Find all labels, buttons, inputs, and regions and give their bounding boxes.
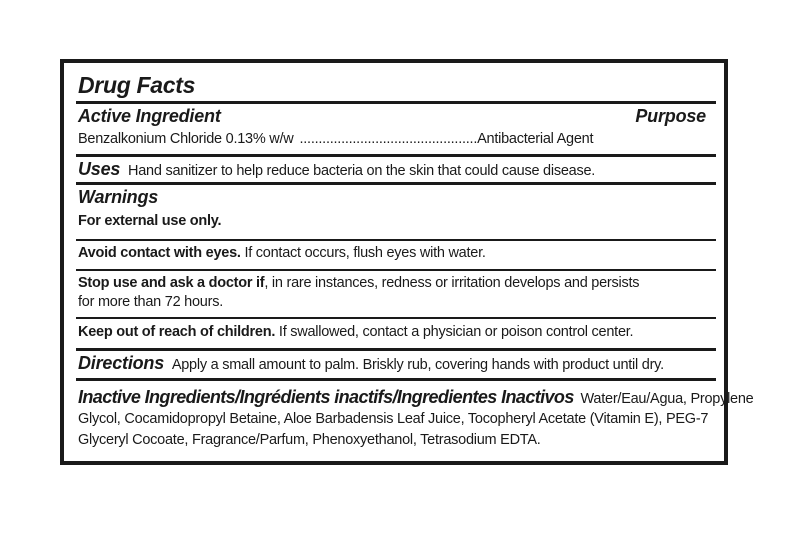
inactive-text-1: Water/Eau/Agua, Propylene — [580, 391, 754, 407]
uses-text: Hand sanitizer to help reduce bacteria on the skin that could cause disease. — [128, 163, 596, 179]
stop-use-warning-cont: for more than 72 hours. — [78, 294, 223, 310]
uses-divider — [76, 182, 716, 185]
active-ingredient-purpose: Antibacterial Agent — [477, 131, 594, 147]
stop-use-text: , in rare instances, redness or irritation develops and persists — [264, 275, 640, 291]
active-ingredient-heading: Active Ingredient — [78, 106, 221, 126]
drug-facts-content — [76, 63, 754, 461]
active-ingredient-row — [78, 131, 718, 147]
leader-dots: ............................................... — [299, 131, 478, 147]
warnings-divider-4 — [76, 348, 716, 351]
warnings-divider-3 — [76, 317, 716, 319]
warnings-heading: Warnings — [78, 187, 159, 207]
uses-line — [78, 159, 595, 180]
directions-text: Apply a small amount to palm. Briskly rub, covering hands with product until dry. — [171, 357, 664, 373]
external-use-bold: For external use only. — [78, 213, 222, 229]
uses-heading: Uses — [78, 159, 121, 179]
directions-divider — [76, 378, 716, 381]
directions-line — [78, 353, 664, 374]
children-warning-text: If swallowed, contact a physician or poison control center. — [275, 324, 634, 340]
external-use-text — [78, 213, 221, 229]
children-warning — [78, 324, 633, 340]
inactive-line-3: Glyceryl Cocoate, Fragrance/Parfum, Phenoxyethanol, Tetrasodium EDTA. — [78, 432, 541, 448]
eye-warning-bold: Avoid contact with eyes. — [78, 245, 241, 261]
eye-warning-text: If contact occurs, flush eyes with water. — [240, 245, 486, 261]
purpose-heading: Purpose — [635, 106, 706, 126]
stop-use-warning — [78, 275, 639, 291]
warnings-divider-1 — [76, 239, 716, 241]
drug-facts-panel — [60, 59, 754, 465]
drug-facts-title: Drug Facts — [78, 72, 196, 98]
children-warning-bold: Keep out of reach of children. — [78, 324, 276, 340]
active-ingredient-name: Benzalkonium Chloride 0.13% w/w — [78, 131, 294, 147]
title-divider — [76, 101, 716, 104]
active-divider — [76, 154, 716, 157]
warnings-divider-2 — [76, 269, 716, 271]
inactive-line-1 — [78, 387, 754, 408]
inactive-line-2: Glycol, Cocamidopropyl Betaine, Aloe Barbadensis Leaf Juice, Tocopheryl Acetate (Vitamin E), PEG-7 — [78, 411, 709, 427]
stop-use-bold: Stop use and ask a doctor if — [78, 275, 265, 291]
inactive-heading: Inactive Ingredients/Ingrédients inactifs/Ingredientes Inactivos — [78, 387, 574, 407]
eye-warning — [78, 245, 486, 261]
directions-heading: Directions — [78, 353, 165, 373]
